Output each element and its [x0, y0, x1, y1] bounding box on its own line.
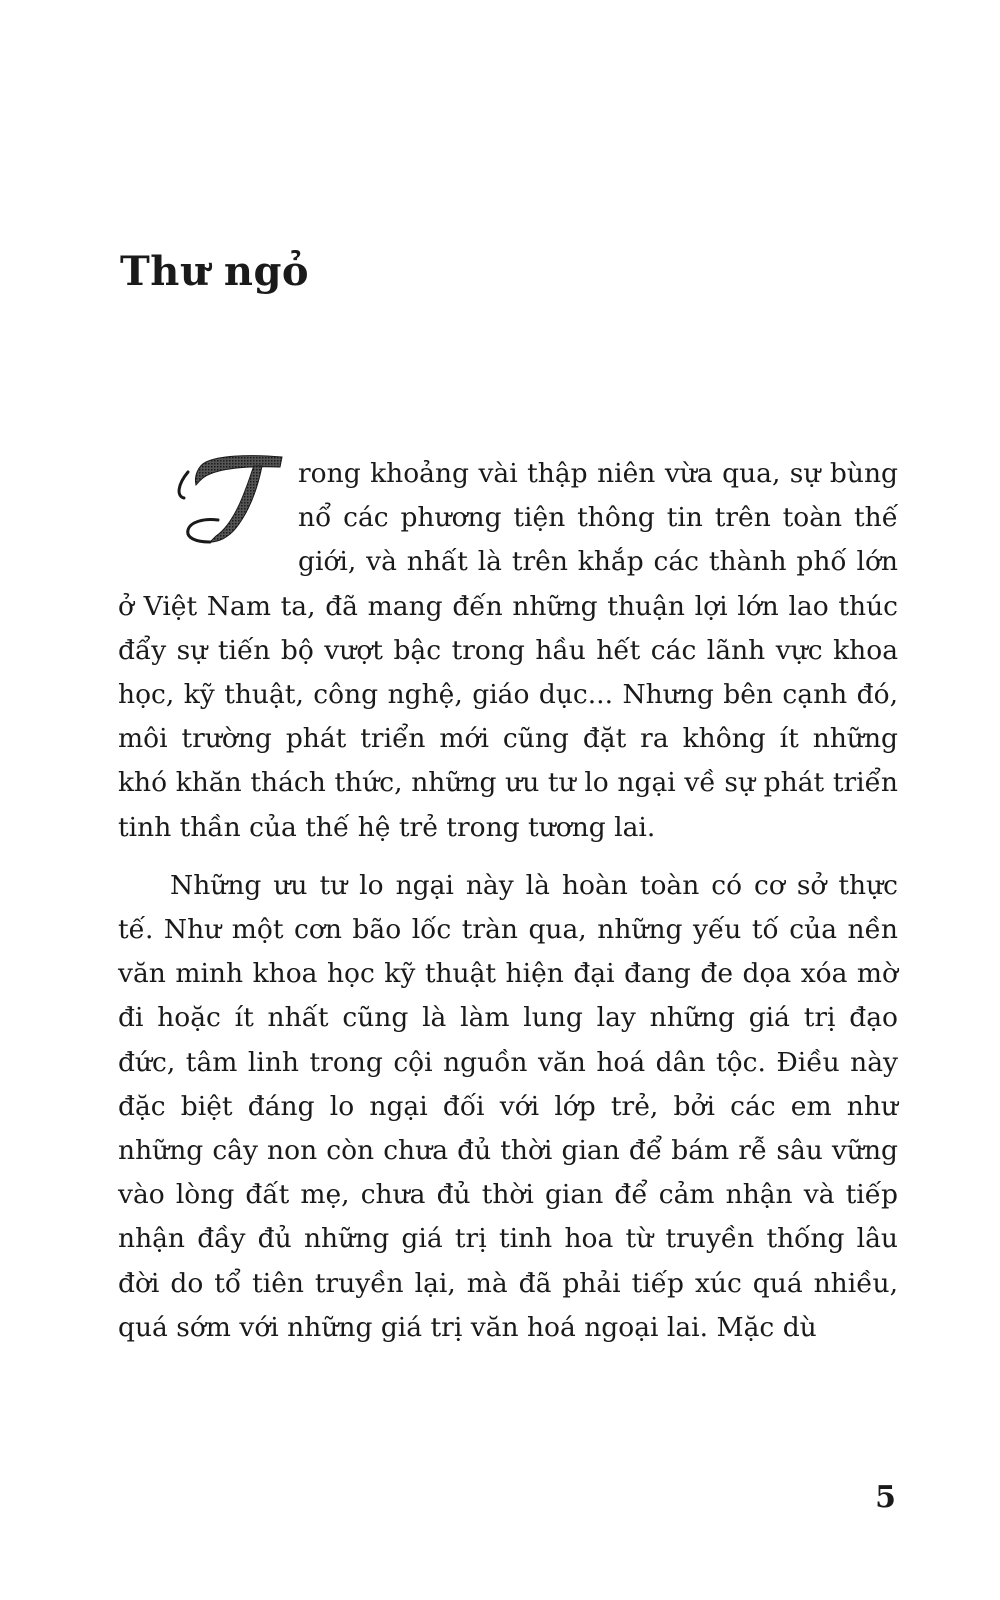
paragraph-2: Những ưu tư lo ngại này là hoàn toàn có cơ sở thực tế. Như một cơn bão lốc tràn qua, những yếu tố của nền văn minh khoa học kỹ thuật hiện đại đang đe dọa xóa mờ đi hoặc ít nhất cũng là làm lung lay những giá trị đạo đức, tâm linh trong cội nguồn văn hoá dân tộc. Điều này đặc biệt đáng lo ngại đối với lớp trẻ, bởi các em như những cây non còn chưa đủ thời gian để bám rễ sâu vững vào lòng đất mẹ, chưa đủ thời gian để cảm nhận và tiếp nhận đầy đủ những giá trị tinh hoa từ truyền thống lâu đời do tổ tiên truyền lại, mà đã phải tiếp xúc quá nhiều, quá sớm với những giá trị văn hoá ngoại lai. Mặc dù: [118, 869, 898, 1343]
page-number: 5: [875, 1480, 896, 1515]
chapter-title: Thư ngỏ: [120, 248, 310, 295]
drop-cap-t: [166, 454, 290, 546]
paragraph-1: [118, 452, 898, 850]
drop-cap-glyph: [166, 454, 290, 546]
body-text: [118, 452, 898, 1350]
paragraph-1-text: rong khoảng vài thập niên vừa qua, sự bùng nổ các phương tiện thông tin trên toàn thế giới, và nhất là trên khắp các thành phố lớn ở Việt Nam ta, đã mang đến những thuận lợi lớn lao thúc đẩy sự tiến bộ vượt bậc trong hầu hết các lãnh vực khoa học, kỹ thuật, công nghệ, giáo dục... Nhưng bên cạnh đó, môi trường phát triển mới cũng đặt ra không ít những khó khăn thách thức, những ưu tư lo ngại về sự phát triển tinh thần của thế hệ trẻ trong tương lai.: [118, 458, 898, 843]
